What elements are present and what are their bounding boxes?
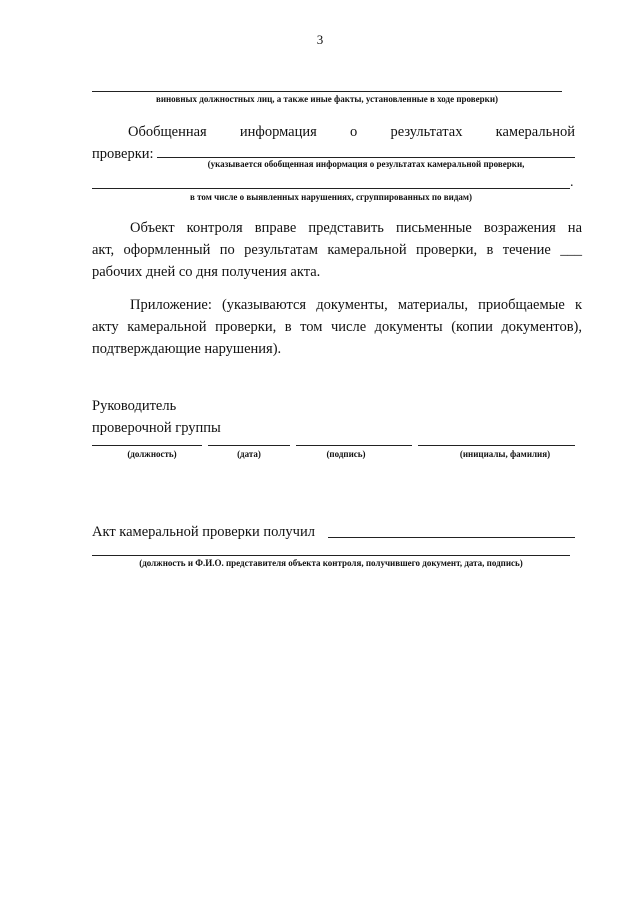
signature-name-line [418, 445, 575, 446]
summary-word-5: камеральной [495, 124, 575, 140]
objection-line-1: Объект контроля вправе представить письменные возражения на [130, 220, 582, 236]
signature-title-line-2: проверочной группы [92, 420, 221, 436]
signature-sign-line [296, 445, 412, 446]
receipt-caption: (должность и Ф.И.О. представителя объекта контроля, получившего документ, дата, подпись) [139, 558, 523, 568]
appendix-line-3: подтверждающие нарушения). [92, 341, 282, 357]
violations-caption: виновных должностных лиц, а также иные факты, установленные в ходе проверки) [155, 94, 499, 104]
receipt-fill-line-2 [92, 555, 570, 556]
caption-signature: (подпись) [326, 449, 366, 459]
summary-trailing-dot: . [570, 175, 574, 190]
signature-title-line-1: Руководитель [92, 398, 177, 414]
appendix-line-1: Приложение: (указываются документы, материалы, приобщаемые к [130, 297, 582, 313]
signature-title [92, 395, 221, 439]
caption-name: (инициалы, фамилия) [459, 449, 551, 459]
appendix-line-2: акту камеральной проверки, в том числе документы (копии документов), [92, 319, 582, 335]
objection-line-3: рабочих дней со дня получения акта. [92, 264, 321, 280]
receipt-label: Акт камеральной проверки получил [92, 524, 315, 540]
summary-line2-label: проверки: [92, 146, 154, 162]
objection-line-2: акт, оформленный по результатам камеральной проверки, в течение ___ [92, 242, 582, 258]
summary-word-2: информация [239, 124, 317, 140]
receipt-fill-line [328, 537, 575, 538]
summary-caption-2: в том числе о выявленных нарушениях, сгруппированных по видам) [190, 192, 472, 202]
objection-paragraph [92, 217, 582, 283]
summary-word-4: результатах [390, 124, 463, 140]
page-number: 3 [316, 32, 324, 47]
caption-position: (должность) [127, 449, 177, 459]
caption-date: (дата) [237, 449, 261, 459]
violations-fill-line [92, 91, 562, 92]
summary-caption-1: (указывается обобщенная информация о результатах камеральной проверки, [207, 159, 525, 169]
signature-position-line [92, 445, 202, 446]
summary-fill-line-1 [157, 157, 575, 158]
summary-word-3: о [350, 124, 358, 140]
summary-heading [128, 121, 575, 143]
summary-word-1: Обобщенная [128, 124, 207, 140]
signature-date-line [208, 445, 290, 446]
summary-fill-line-2 [92, 188, 570, 189]
appendix-paragraph [92, 294, 582, 360]
